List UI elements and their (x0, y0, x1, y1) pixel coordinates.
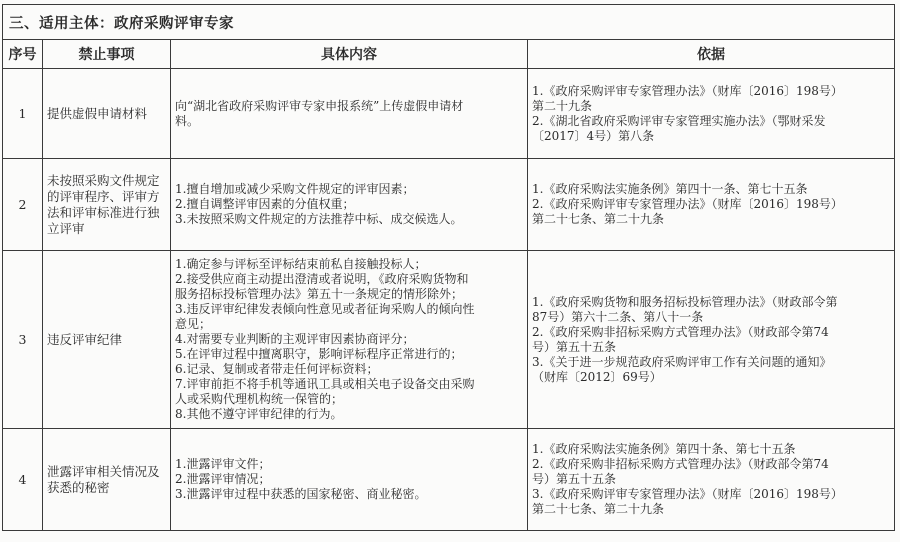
header-content: 具体内容 (171, 40, 528, 69)
table-row (3, 159, 895, 251)
table-row (3, 251, 895, 429)
basis-line: 第二十九条 (532, 98, 593, 113)
content-line: 1.擅自增加或减少采购文件规定的评审因素； (175, 182, 415, 196)
content-line: 人或采购代理机构统一保管的； (175, 392, 344, 406)
basis-line: 2.《湖北省政府采购评审专家管理实施办法》（鄂财采发 (532, 113, 826, 128)
basis-line: 〔2017〕4号）第八条 (532, 128, 655, 143)
content-line: 6.记录、复制或者带走任何评标资料； (175, 362, 379, 376)
header-row (3, 40, 895, 69)
row-number: 4 (3, 429, 43, 531)
content-line: 8.其他不遵守评审纪律的行为。 (175, 407, 343, 421)
prohibited-item: 泄露评审相关情况及获悉的秘密 (43, 429, 171, 531)
content-line: 3.违反评审纪律发表倾向性意见或者征询采购人的倾向性 (175, 302, 475, 316)
row-number: 2 (3, 159, 43, 251)
basis-line: 2.《政府采购评审专家管理办法》（财库〔2016〕198号） (532, 197, 843, 211)
content-line: 料。 (175, 113, 200, 128)
content-line: 2.擅自调整评审因素的分值权重； (175, 197, 355, 211)
section-title: 三、适用主体：政府采购评审专家 (3, 5, 895, 40)
section-title-row (3, 5, 895, 40)
header-item: 禁止事项 (43, 40, 171, 69)
content-line: 3.泄露评审过程中获悉的国家秘密、商业秘密。 (175, 487, 427, 501)
legal-basis (528, 251, 895, 429)
prohibited-item: 提供虚假申请材料 (43, 69, 171, 159)
content-line: 4.对需要专业判断的主观评审因素协商评分； (175, 332, 415, 346)
basis-line: 号）第五十五条 (532, 339, 617, 354)
specific-content (171, 429, 528, 531)
table-row (3, 429, 895, 531)
header-no: 序号 (3, 40, 43, 69)
legal-basis (528, 429, 895, 531)
basis-line: 87号）第六十二条、第八十一条 (532, 309, 704, 324)
specific-content (171, 251, 528, 429)
content-line: 向“湖北省政府采购评审专家申报系统”上传虚假申请材 (175, 98, 464, 113)
basis-line: （财库〔2012〕69号） (532, 369, 662, 384)
content-line: 服务招标投标管理办法》第五十一条规定的情形除外； (175, 287, 464, 301)
row-number: 3 (3, 251, 43, 429)
basis-line: 1.《政府采购法实施条例》第四十条、第七十五条 (532, 442, 796, 456)
content-line: 7.评审前拒不将手机等通讯工具或相关电子设备交由采购 (175, 377, 475, 391)
legal-basis (528, 69, 895, 159)
basis-line: 3.《政府采购评审专家管理办法》（财库〔2016〕198号） (532, 487, 843, 501)
basis-line: 第二十七条、第二十九条 (532, 502, 665, 516)
content-line: 1.确定参与评标至评标结束前私自接触投标人； (175, 257, 427, 271)
content-line: 2.泄露评审情况； (175, 472, 271, 486)
basis-line: 2.《政府采购非招标采购方式管理办法》（财政部令第74 (532, 324, 829, 339)
basis-line: 2.《政府采购非招标采购方式管理办法》（财政部令第74 (532, 457, 829, 471)
prohibited-item: 违反评审纪律 (43, 251, 171, 429)
basis-line: 3.《关于进一步规范政府采购评审工作有关问题的通知》 (532, 354, 832, 369)
basis-line: 1.《政府采购评审专家管理办法》（财库〔2016〕198号） (532, 83, 843, 98)
basis-line: 1.《政府采购法实施条例》第四十一条、第七十五条 (532, 182, 808, 196)
legal-basis (528, 159, 895, 251)
row-number: 1 (3, 69, 43, 159)
prohibition-table (2, 4, 895, 531)
basis-line: 第二十七条、第二十九条 (532, 212, 665, 226)
basis-line: 号）第五十五条 (532, 472, 617, 486)
content-line: 意见； (175, 317, 212, 331)
prohibited-item: 未按照采购文件规定的评审程序、评审方法和评审标准进行独立评审 (43, 159, 171, 251)
specific-content (171, 69, 528, 159)
basis-line: 1.《政府采购货物和服务招标投标管理办法》（财政部令第 (532, 294, 838, 309)
table-row (3, 69, 895, 159)
content-line: 5.在评审过程中擅离职守，影响评标程序正常进行的； (175, 347, 463, 361)
specific-content (171, 159, 528, 251)
content-line: 1.泄露评审文件； (175, 457, 271, 471)
header-basis: 依据 (528, 40, 895, 69)
content-line: 3.未按照采购文件规定的方法推荐中标、成交候选人。 (175, 212, 463, 226)
content-line: 2.接受供应商主动提出澄清或者说明，《政府采购货物和 (175, 272, 469, 286)
